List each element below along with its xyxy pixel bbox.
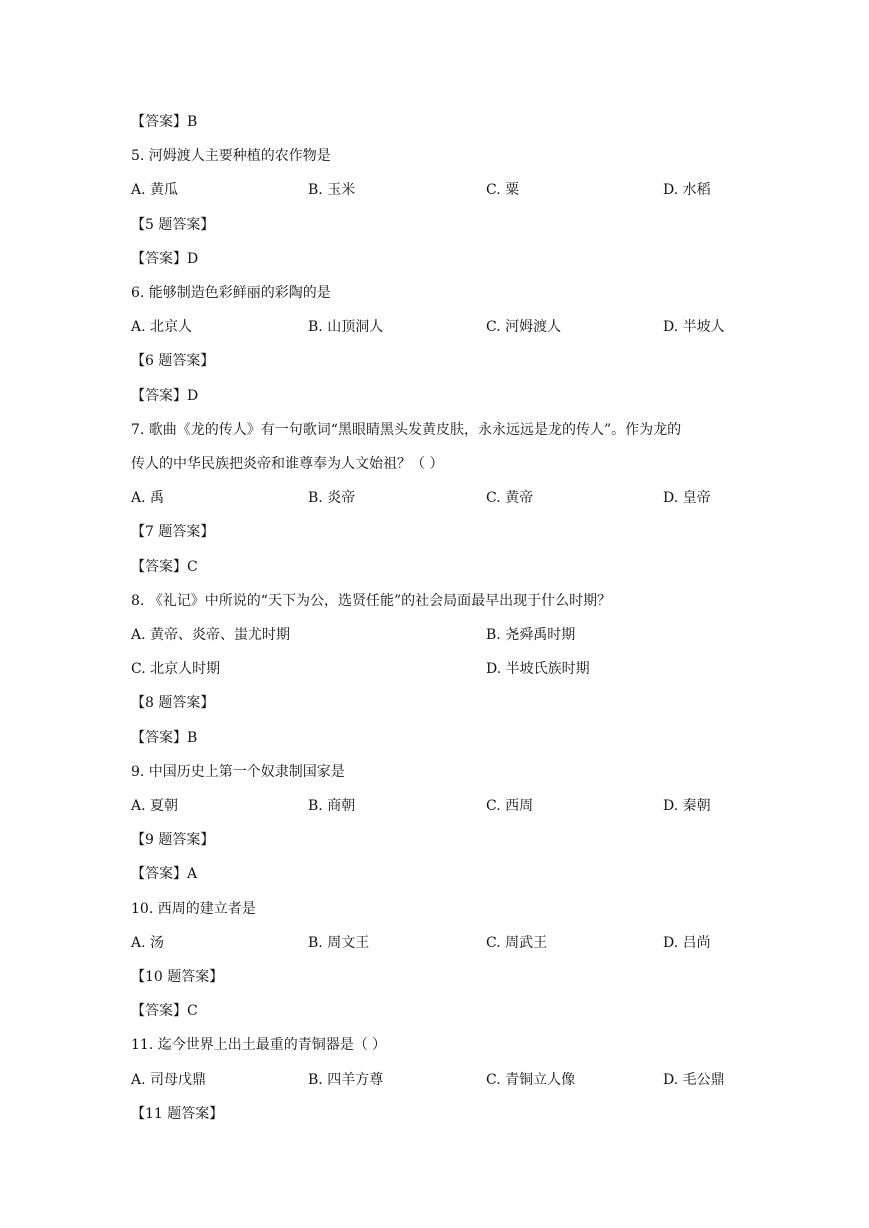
option-b: B. 商朝 [308,798,356,814]
question-answer-label: 【7 题答案】 [131,524,215,540]
option-c: C. 西周 [486,798,534,814]
question-answer-label: 【8 题答案】 [131,695,215,711]
option-b-right: B. 尧舜禹时期 [486,627,576,643]
option-d: D. 秦朝 [663,798,711,814]
question-text: 11. 迄今世界上出土最重的青铜器是（ ） [131,1037,387,1053]
option-a: A. 北京人 [131,319,193,335]
option-c: C. 河姆渡人 [486,319,562,335]
option-b: B. 炎帝 [308,490,356,506]
question-answer-label: 【6 题答案】 [131,353,215,369]
option-a: A. 黄瓜 [131,182,179,198]
option-a: A. 汤 [131,935,165,951]
answer-line: 【答案】C [131,559,198,575]
answer-line: 【答案】B [131,730,198,746]
question-text: 传人的中华民族把炎帝和谁尊奉为人文始祖？（ ） [131,456,444,472]
option-a: A. 夏朝 [131,798,179,814]
option-b: B. 山顶洞人 [308,319,384,335]
question-text: 10. 西周的建立者是 [131,901,256,917]
option-d: D. 皇帝 [663,490,711,506]
answer-line: 【答案】D [131,251,199,267]
option-c: C. 黄帝 [486,490,534,506]
question-text: 6. 能够制造色彩鲜丽的彩陶的是 [131,285,331,301]
option-c: C. 青铜立人像 [486,1072,576,1088]
answer-line: 【答案】D [131,388,199,404]
option-d: D. 毛公鼎 [663,1072,725,1088]
question-answer-label: 【10 题答案】 [131,969,224,985]
option-a: C. 北京人时期 [131,661,221,677]
option-b: B. 周文王 [308,935,370,951]
option-b: B. 四羊方尊 [308,1072,384,1088]
question-text: 5. 河姆渡人主要种植的农作物是 [131,148,331,164]
question-answer-label: 【11 题答案】 [131,1106,224,1122]
option-c: C. 周武王 [486,935,548,951]
option-d: D. 半坡人 [663,319,725,335]
answer-line: 【答案】B [131,114,198,130]
option-a: A. 司母戊鼎 [131,1072,207,1088]
option-c: C. 粟 [486,182,520,198]
answer-line: 【答案】A [131,866,198,882]
question-answer-label: 【9 题答案】 [131,832,215,848]
option-b: B. 玉米 [308,182,356,198]
option-a: A. 黄帝、炎帝、蚩尤时期 [131,627,291,643]
question-text: 9. 中国历史上第一个奴隶制国家是 [131,764,345,780]
option-d: D. 水稻 [663,182,711,198]
question-text: 7. 歌曲《龙的传人》有一句歌词“黑眼睛黑头发黄皮肤，永永远远是龙的传人”。作为龙的 [131,422,682,438]
option-d: D. 吕尚 [663,935,711,951]
answer-line: 【答案】C [131,1003,198,1019]
question-text: 8. 《礼记》中所说的“天下为公，选贤任能”的社会局面最早出现于什么时期？ [131,593,612,609]
question-answer-label: 【5 题答案】 [131,217,215,233]
option-b-right: D. 半坡氏族时期 [486,661,590,677]
option-a: A. 禹 [131,490,165,506]
